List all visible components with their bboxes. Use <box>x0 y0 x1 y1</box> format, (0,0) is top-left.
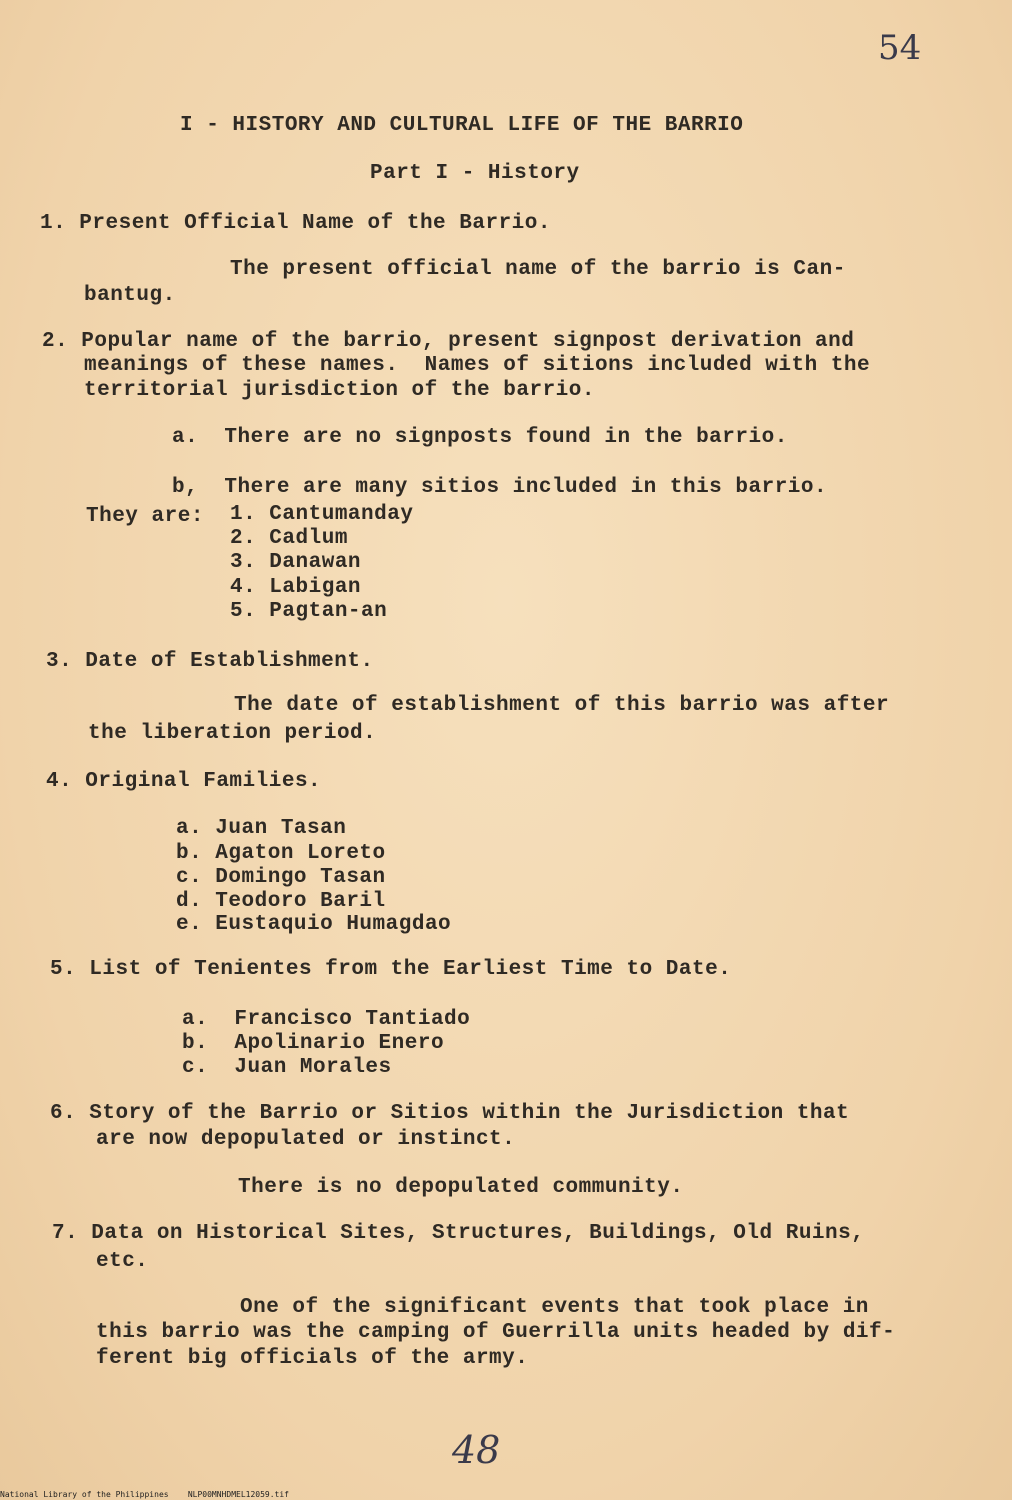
teniente-list-item: a. Francisco Tantiado <box>182 1008 471 1031</box>
page-number-top: 54 <box>878 28 922 68</box>
section-5-heading: 5. List of Tenientes from the Earliest Time to Date. <box>50 958 732 981</box>
teniente-list-item: c. Juan Morales <box>182 1056 392 1079</box>
section-7-body-line-2: this barrio was the camping of Guerrilla units headed by dif- <box>96 1321 896 1344</box>
page-number-bottom: 48 <box>452 1428 501 1472</box>
section-3-heading: 3. Date of Establishment. <box>46 650 374 673</box>
sitio-list-item: 1. Cantumanday <box>230 503 414 526</box>
document-title: I - HISTORY AND CULTURAL LIFE OF THE BARRIO <box>180 114 744 137</box>
section-2-heading-line-2: meanings of these names. Names of sitions included with the <box>84 354 871 377</box>
section-2-item-b: b, There are many sitios included in this barrio. <box>172 476 828 499</box>
sitio-list-item: 3. Danawan <box>230 551 362 574</box>
section-2-heading-line-1: 2. Popular name of the barrio, present signpost derivation and <box>42 330 855 353</box>
section-7-heading-line-1: 7. Data on Historical Sites, Structures, Buildings, Old Ruins, <box>52 1222 865 1245</box>
section-2-they-are: They are: <box>86 505 204 528</box>
section-6-heading-line-1: 6. Story of the Barrio or Sitios within the Jurisdiction that <box>50 1102 850 1125</box>
section-4-heading: 4. Original Families. <box>46 770 322 793</box>
section-2-heading-line-3: territorial jurisdiction of the barrio. <box>84 379 595 402</box>
document-subtitle: Part I - History <box>370 162 580 185</box>
family-list-item: d. Teodoro Baril <box>176 890 386 913</box>
section-6-body: There is no depopulated community. <box>238 1176 684 1199</box>
section-7-body-line-1: One of the significant events that took place in <box>240 1296 869 1319</box>
section-2-item-a: a. There are no signposts found in the barrio. <box>172 426 788 449</box>
teniente-list-item: b. Apolinario Enero <box>182 1032 445 1055</box>
section-7-heading-line-2: etc. <box>96 1250 149 1273</box>
section-1-body-line-2: bantug. <box>84 284 176 307</box>
section-3-body-line-1: The date of establishment of this barrio was after <box>234 694 890 717</box>
sitio-list-item: 4. Labigan <box>230 576 362 599</box>
sitio-list-item: 2. Cadlum <box>230 527 348 550</box>
family-list-item: c. Domingo Tasan <box>176 866 386 889</box>
section-1-body-line-1: The present official name of the barrio is Can- <box>230 258 846 281</box>
section-1-heading: 1. Present Official Name of the Barrio. <box>40 212 551 235</box>
section-7-body-line-3: ferent big officials of the army. <box>96 1347 529 1370</box>
archive-footer: National Library of the Philippines NLP00MNHDMEL12059.tif <box>0 1490 289 1499</box>
family-list-item: b. Agaton Loreto <box>176 842 386 865</box>
section-3-body-line-2: the liberation period. <box>88 722 377 745</box>
family-list-item: e. Eustaquio Humagdao <box>176 913 452 936</box>
section-6-heading-line-2: are now depopulated or instinct. <box>96 1128 516 1151</box>
sitio-list-item: 5. Pagtan-an <box>230 600 388 623</box>
family-list-item: a. Juan Tasan <box>176 817 347 840</box>
